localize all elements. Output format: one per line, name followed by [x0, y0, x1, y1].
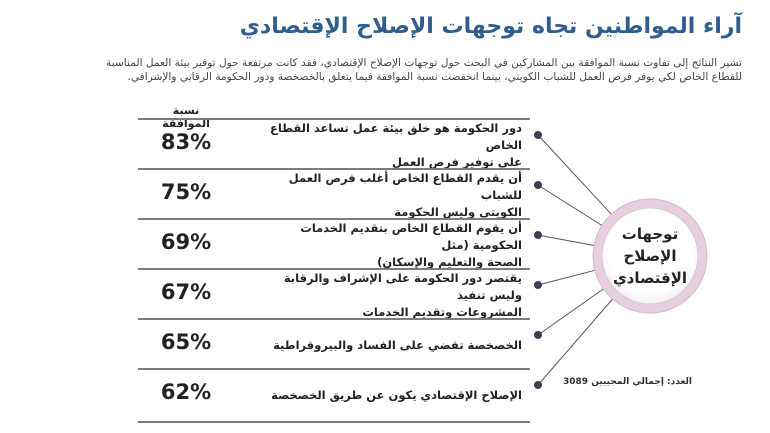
page-title: آراء المواطنين تجاه توجهات الإصلاح الإقتصادي [239, 14, 742, 39]
connector-line [538, 270, 595, 285]
hub-label [601, 213, 699, 299]
intro-line-1: تشير النتائج إلى تفاوت نسبة الموافقة بين المشاركين في البحث حول توجهات الإصلاح الإقتصادي، فقد كانت مرتفعة حول توفير بيئة العمل المناسبة [106, 57, 742, 69]
statement-line-2: المشروعات وتقديم الخدمات [362, 305, 522, 319]
agreement-percent: 83% [160, 130, 212, 154]
connector-dot [534, 381, 542, 389]
agreement-percent: 75% [160, 180, 212, 204]
agreement-percent: 69% [160, 230, 212, 254]
respondents-footnote: العدد: إجمالي المجيبين 3089 [563, 377, 692, 387]
statement-line-1: يقتصر دور الحكومة على الإشراف والرقابة وليس تنفيذ [283, 271, 522, 302]
table-row [138, 168, 530, 221]
connector-line [538, 235, 594, 246]
connector-line [538, 185, 602, 226]
table-row [138, 318, 530, 371]
statement-text [260, 320, 522, 371]
agreement-percent: 62% [160, 380, 212, 404]
statement-line-2: الكويتي وليس الحكومة [394, 205, 522, 219]
connector-dot [534, 281, 542, 289]
agreement-column-header: نسبة الموافقة [162, 104, 210, 130]
statement-text [260, 370, 522, 421]
connector-dots [534, 131, 542, 389]
connector-dot [534, 331, 542, 339]
table-row [138, 218, 530, 271]
statement-line-1: الإصلاح الإقتصادي يكون عن طريق الخصخصة [271, 388, 522, 402]
connector-dot [534, 131, 542, 139]
agreement-percent: 65% [160, 330, 212, 354]
hub-label-line-2: الإصلاح [623, 247, 677, 265]
statement-text [260, 270, 522, 321]
hub-label-line-3: الإقتصادي [612, 269, 688, 287]
statement-line-2: الصحة والتعليم والإسكان) [377, 255, 522, 269]
connector-line [538, 299, 613, 385]
connector-dot [534, 231, 542, 239]
table-row [138, 268, 530, 321]
statement-line-1: الخصخصة تقضي على الفساد والبيروقراطية [273, 338, 522, 352]
connector-line [538, 289, 603, 335]
statement-line-1: دور الحكومة هو خلق بيئة عمل تساعد القطاع الخاص [269, 121, 522, 152]
statement-text [260, 220, 522, 271]
statement-text [260, 120, 522, 171]
statement-line-1: أن يقدم القطاع الخاص أغلب فرص العمل للشباب [288, 171, 522, 202]
hub-label-line-1: توجهات [621, 225, 679, 243]
statement-text [260, 170, 522, 221]
connector-line [538, 135, 611, 214]
intro-line-2: للقطاع الخاص لكي يوفر فرص العمل للشباب الكويتي، بينما انخفضت نسبة الموافقة فيما يتعلق بالخصخصة ودور الحكومة الرقابي والإشرافي. [127, 71, 742, 83]
statement-line-2: على توفير فرص العمل [392, 155, 522, 169]
connector-dot [534, 181, 542, 189]
statement-line-1: أن يقوم القطاع الخاص بتقديم الخدمات الحكومية (مثل [300, 221, 522, 252]
agreement-percent: 67% [160, 280, 212, 304]
table-row [138, 118, 530, 171]
table-row [138, 368, 530, 423]
